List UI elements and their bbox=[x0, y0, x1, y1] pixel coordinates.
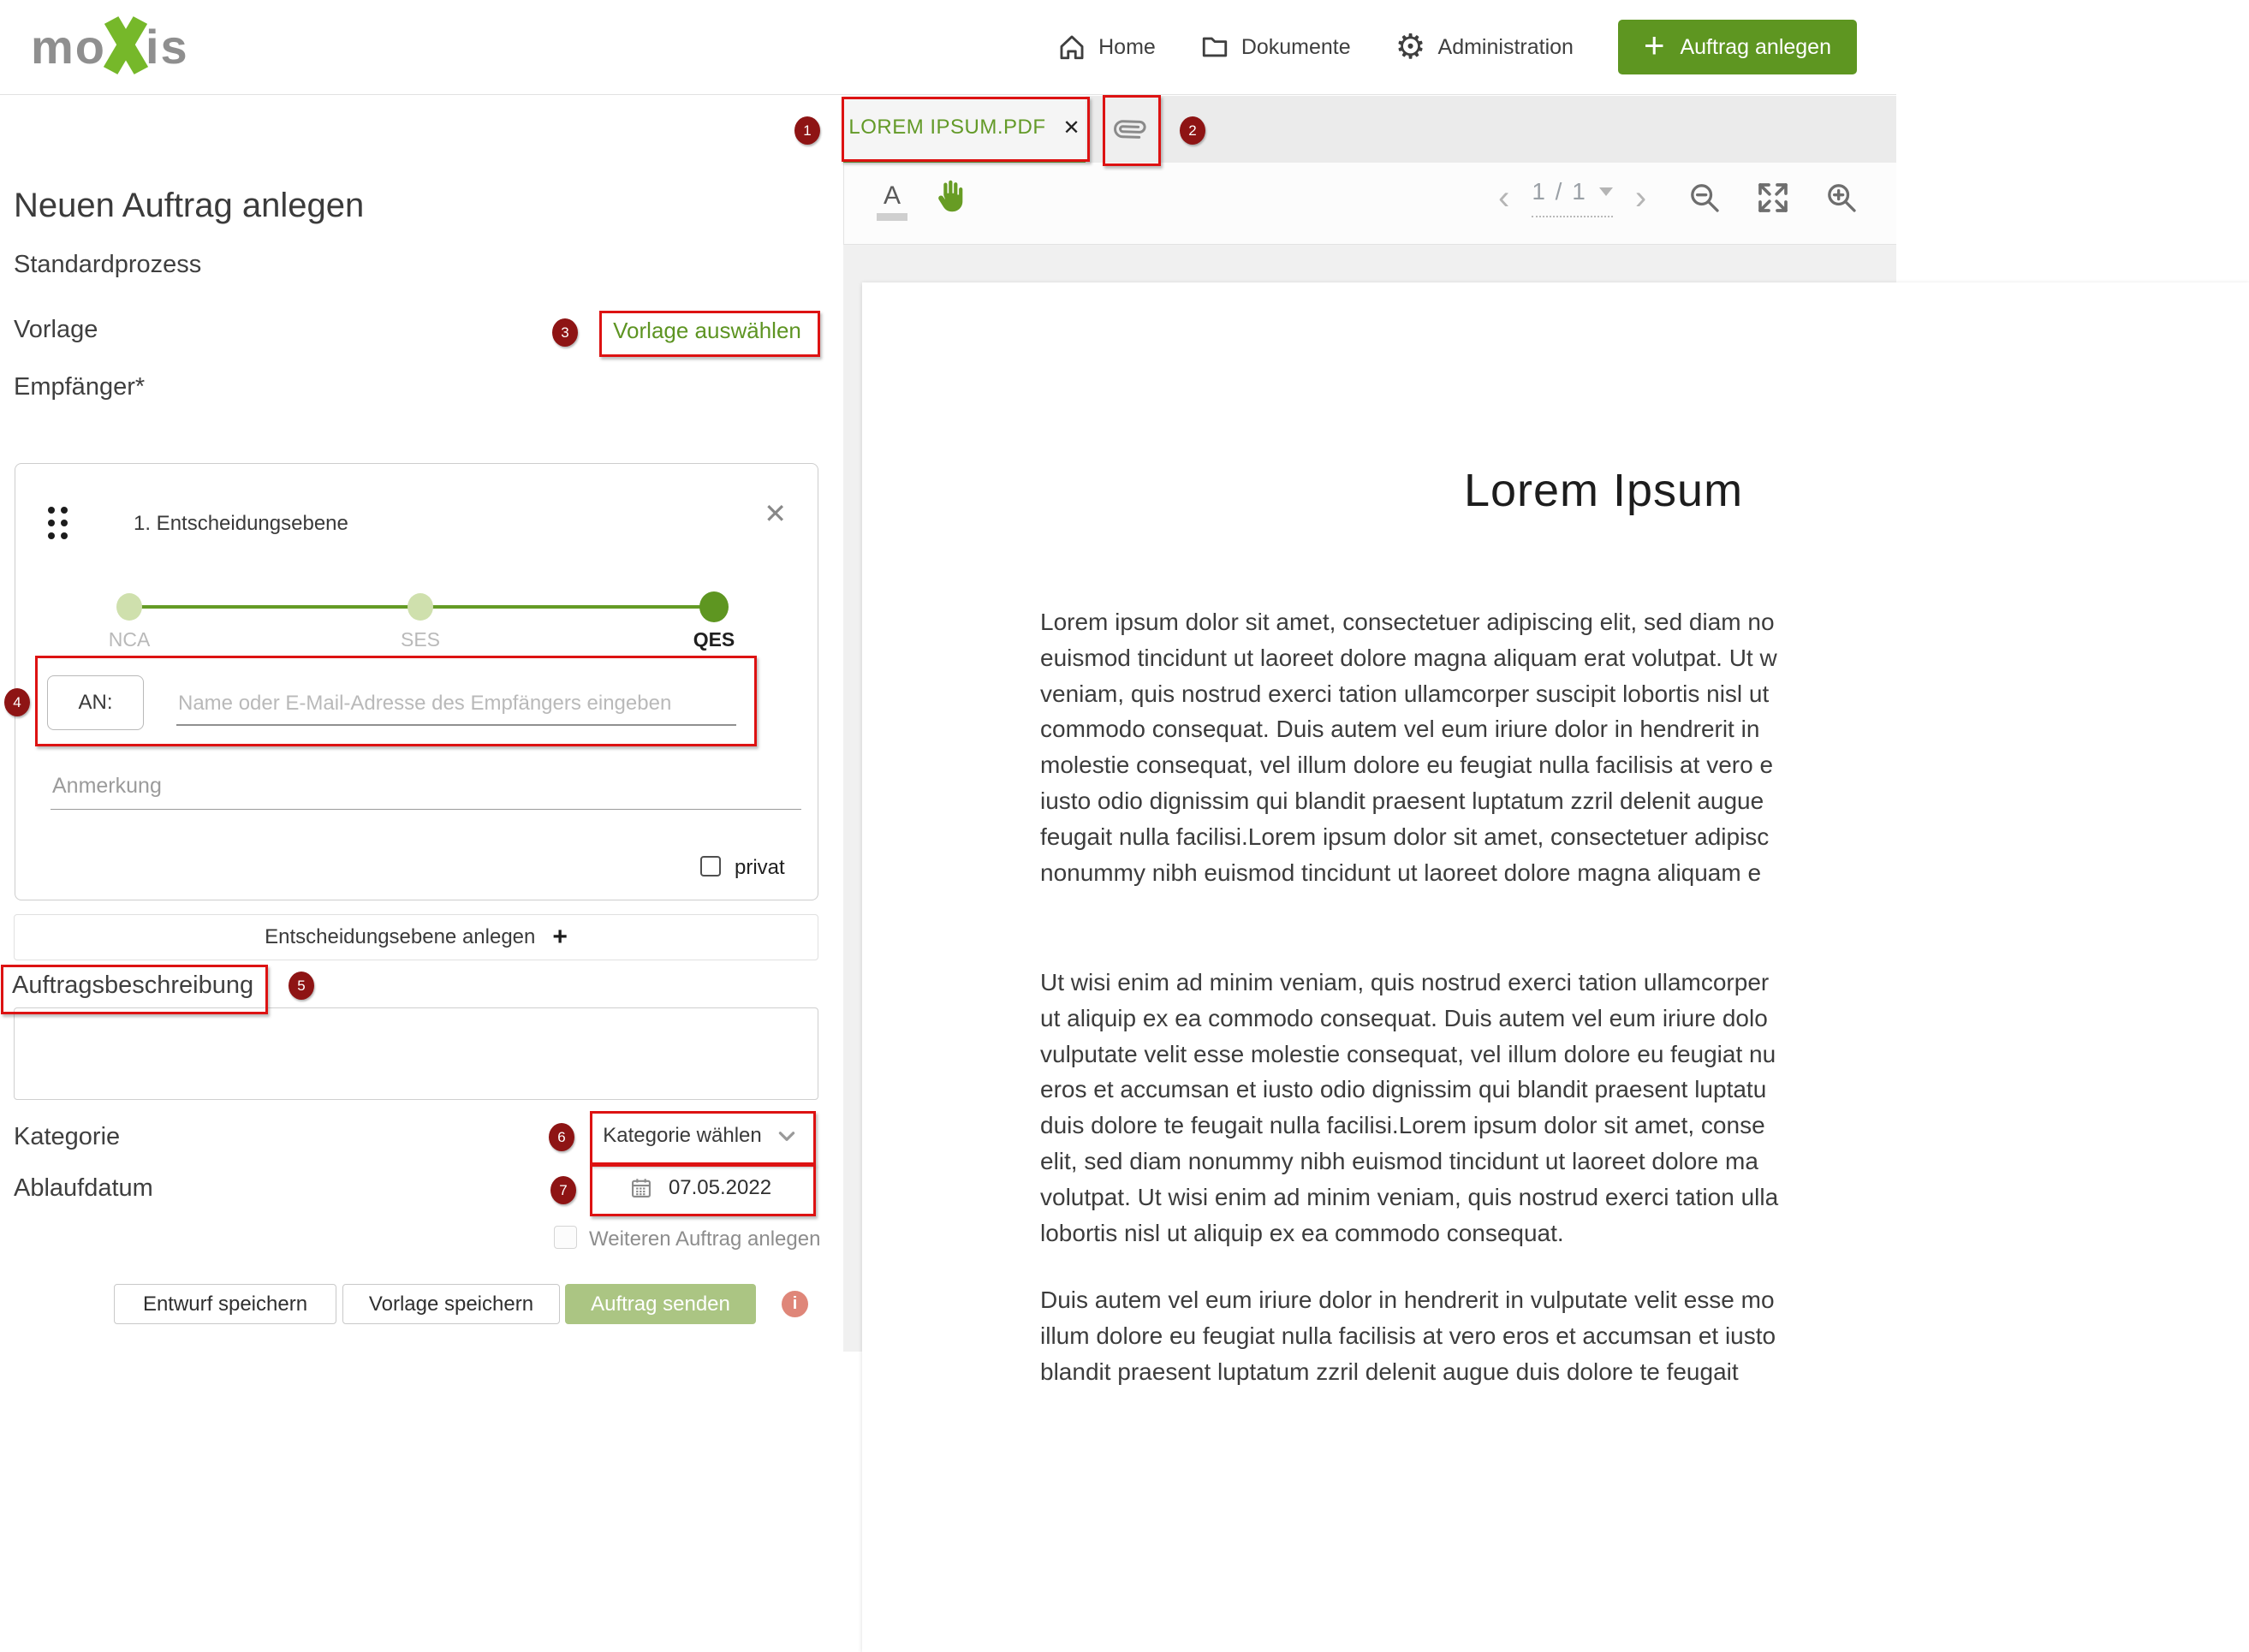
info-icon[interactable]: i bbox=[782, 1291, 808, 1317]
auftrag-anlegen-label: Auftrag anlegen bbox=[1680, 34, 1831, 59]
pdf-page bbox=[862, 282, 2249, 1652]
annotation-circle-6: 6 bbox=[549, 1123, 574, 1151]
process-subtitle: Standardprozess bbox=[14, 251, 202, 278]
annotation-circle-1: 1 bbox=[794, 116, 820, 145]
letter-a-icon: A bbox=[883, 181, 901, 210]
fullscreen-icon[interactable] bbox=[1756, 181, 1790, 215]
annotation-circle-5: 5 bbox=[289, 972, 314, 1000]
caret-down-icon bbox=[1599, 187, 1613, 196]
ablaufdatum-label: Ablaufdatum bbox=[14, 1174, 153, 1202]
annotation-circle-3: 3 bbox=[552, 318, 578, 347]
close-icon[interactable]: ✕ bbox=[764, 498, 787, 529]
entwurf-speichern-button[interactable]: Entwurf speichern bbox=[114, 1284, 336, 1324]
drag-handle-icon[interactable] bbox=[48, 507, 68, 539]
auftragsbeschreibung-label: Auftragsbeschreibung bbox=[12, 972, 254, 999]
document-tab-label: LOREM IPSUM.PDF bbox=[848, 116, 1046, 139]
gear-icon: ⚙ bbox=[1395, 28, 1426, 66]
add-level-label: Entscheidungsebene anlegen bbox=[265, 925, 536, 948]
page-indicator: 1 / 1 bbox=[1532, 178, 1587, 205]
annotation-circle-4: 4 bbox=[4, 688, 30, 716]
document-paragraph: Ut wisi enim ad minim veniam, quis nostrud exerci tation ullamcorper ut aliquip ex ea commodo consequat. Duis autem vel eum iriure dolo vulputate velit esse molestie consequat, vel illum dolore eu feugiat nu eros et accumsan et iusto odio dignissim qui blandit praesent luptatu duis dolore te feugait nulla facilisi.Lorem ipsum dolor sit amet, conse elit, sed diam nonummy nibh euismod tincidunt ut laoreet dolore ma volutpat. Ut wisi enim ad minim veniam, quis nostrud exerci tation ulla lobortis nisl ut aliquip ex ea commodo consequat. bbox=[1040, 969, 1779, 1246]
document-paragraph: Lorem ipsum dolor sit amet, consectetuer adipiscing elit, sed diam no euismod tincidunt ut laoreet dolore magna aliquam erat volutpat. Ut w veniam, quis nostrud exerci tation ullamcorper suscipit lobortis nisl ut commodo consequat. Duis autem vel eum iriure dolor in hendrerit in molestie consequat, vel illum dolore eu feugiat nulla facilisis at vero e iusto odio dignissim qui blandit praesent luptatum zzril delenit augue feugait nulla facilisi.Lorem ipsum dolor sit amet, consectetuer adipisc nonummy nibh euismod tincidunt ut laoreet dolore magna aliquam e bbox=[1040, 609, 1777, 886]
slider-dot-ses[interactable] bbox=[408, 593, 433, 621]
slider-dot-qes[interactable] bbox=[699, 591, 729, 622]
vorlage-auswaehlen-link[interactable]: Vorlage auswählen bbox=[613, 318, 801, 343]
hand-pan-tool[interactable] bbox=[930, 176, 969, 224]
chevron-left-icon[interactable]: ‹ bbox=[1498, 179, 1510, 217]
calendar-icon bbox=[629, 1175, 653, 1201]
weiteren-auftrag-label: Weiteren Auftrag anlegen bbox=[589, 1227, 821, 1251]
paperclip-icon bbox=[1109, 108, 1152, 152]
privat-label: privat bbox=[735, 856, 785, 879]
page-title: Neuen Auftrag anlegen bbox=[14, 187, 365, 224]
slider-dot-nca[interactable] bbox=[116, 593, 142, 621]
kategorie-label: Kategorie bbox=[14, 1123, 121, 1150]
anmerkung-input[interactable] bbox=[51, 770, 801, 810]
text-annotation-tool[interactable] bbox=[875, 181, 909, 221]
empfaenger-label: Empfänger* bbox=[14, 373, 146, 401]
nav-dokumente-label: Dokumente bbox=[1241, 34, 1351, 59]
pdf-content-area[interactable] bbox=[843, 244, 1896, 1385]
decision-level-card bbox=[15, 463, 818, 900]
ablaufdatum-value: 07.05.2022 bbox=[668, 1175, 772, 1199]
zoom-in-icon[interactable] bbox=[1824, 181, 1859, 215]
page-navigation bbox=[1495, 178, 1859, 217]
kategorie-value: Kategorie wählen bbox=[603, 1123, 762, 1147]
level-card-title: 1. Entscheidungsebene bbox=[134, 512, 348, 535]
nav-administration-label: Administration bbox=[1437, 34, 1574, 59]
pdf-toolbar bbox=[843, 163, 1896, 244]
weiteren-auftrag-checkbox[interactable] bbox=[554, 1226, 577, 1249]
add-decision-level-button[interactable] bbox=[14, 914, 818, 960]
logo-text-mo: mo bbox=[31, 20, 106, 74]
annotation-circle-7: 7 bbox=[550, 1176, 576, 1204]
chevron-right-icon[interactable]: › bbox=[1634, 179, 1647, 217]
vorlage-speichern-button[interactable]: Vorlage speichern bbox=[342, 1284, 560, 1324]
tab-close-icon[interactable]: ✕ bbox=[1062, 116, 1080, 140]
pdf-viewer-panel bbox=[843, 96, 1896, 1385]
an-recipient-type-button[interactable]: AN: bbox=[47, 675, 144, 730]
zoom-out-icon[interactable] bbox=[1687, 181, 1722, 215]
plus-icon: + bbox=[1643, 25, 1665, 65]
document-tabbar bbox=[843, 96, 1896, 163]
ablaufdatum-datepicker[interactable] bbox=[592, 1167, 808, 1209]
auftrag-senden-button[interactable]: Auftrag senden bbox=[565, 1284, 756, 1324]
document-title: Lorem Ipsum bbox=[1463, 465, 1744, 516]
vorlage-label: Vorlage bbox=[14, 316, 98, 343]
document-paragraph: Duis autem vel eum iriure dolor in hendrerit in vulputate velit esse mo illum dolore eu feugiat nulla facilisis at vero eros et accumsan et iusto blandit praesent luptatum zzril delenit augue duis dolore te feugait bbox=[1040, 1287, 1776, 1385]
kategorie-select[interactable] bbox=[592, 1114, 808, 1157]
plus-icon: + bbox=[552, 923, 568, 951]
step-label-nca[interactable]: NCA bbox=[108, 628, 151, 651]
privat-checkbox[interactable] bbox=[700, 856, 721, 877]
step-label-ses[interactable]: SES bbox=[400, 628, 441, 651]
step-label-qes[interactable]: QES bbox=[693, 628, 735, 651]
annotation-circle-2: 2 bbox=[1180, 116, 1205, 145]
nav-home-label: Home bbox=[1098, 34, 1156, 59]
auftragsbeschreibung-textarea[interactable] bbox=[14, 1007, 818, 1100]
chevron-down-icon bbox=[776, 1125, 798, 1147]
attachment-button[interactable] bbox=[1104, 96, 1157, 163]
page-indicator-dropdown[interactable] bbox=[1532, 178, 1612, 217]
document-tab[interactable] bbox=[843, 96, 1086, 163]
hand-icon bbox=[930, 176, 969, 216]
recipient-input[interactable] bbox=[176, 688, 736, 726]
logo-text-is: is bbox=[146, 20, 189, 74]
